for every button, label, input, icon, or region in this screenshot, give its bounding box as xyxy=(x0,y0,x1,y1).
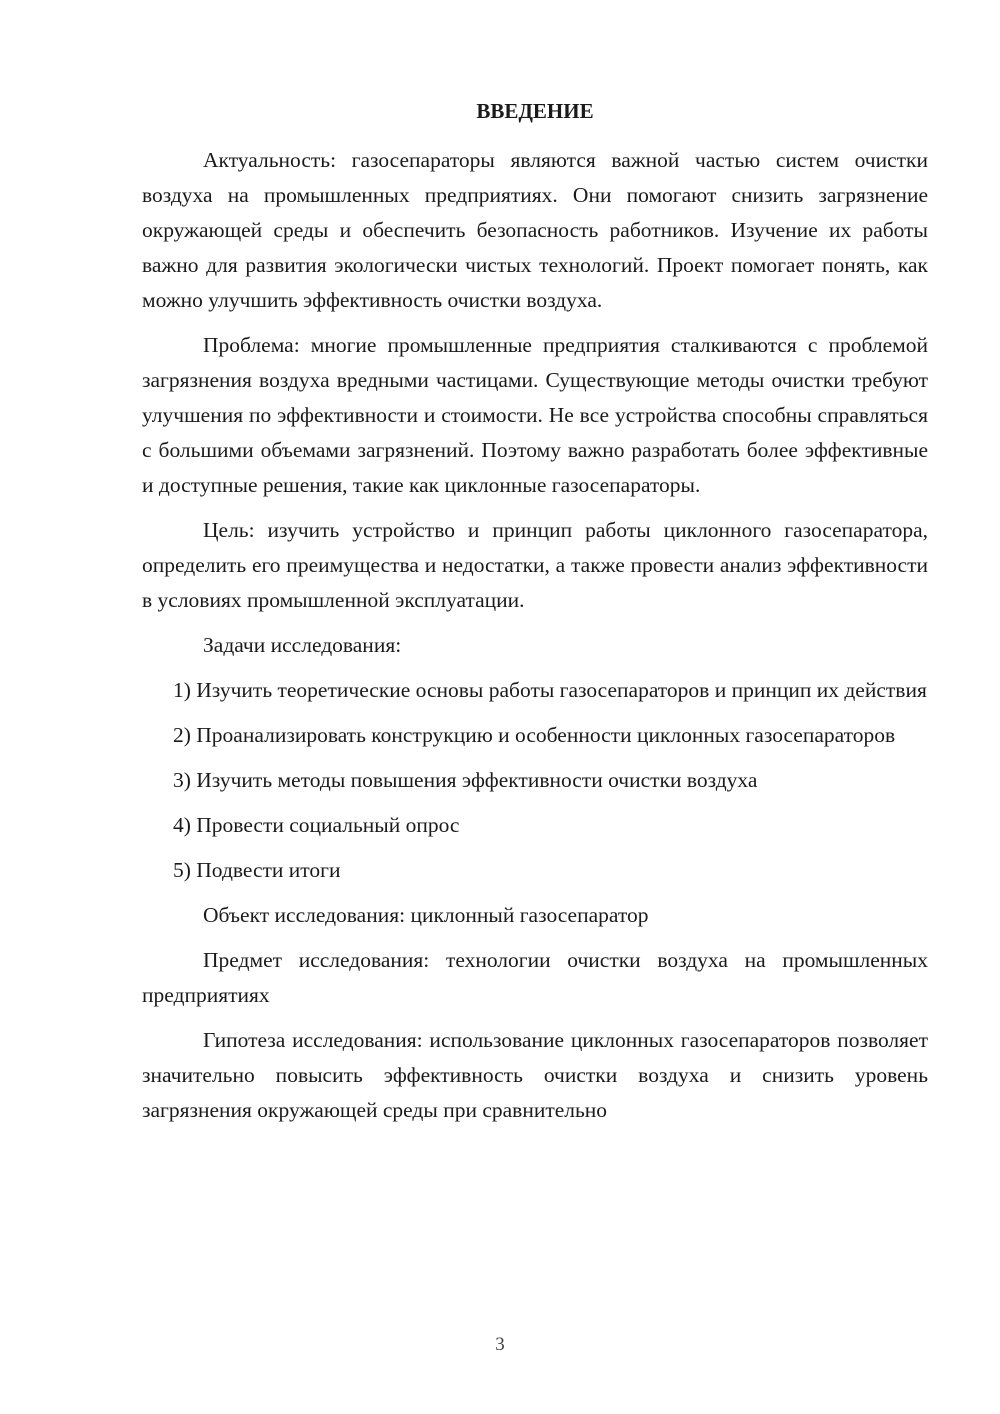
list-item-task-5: 5) Подвести итоги xyxy=(173,858,341,882)
paragraph-object: Объект исследования: циклонный газосепаратор xyxy=(203,903,649,927)
paragraph-goal: Цель: изучить устройство и принцип работы циклонного газосепаратора, определить его преимущества и недостатки, а также провести анализ эффективности в условиях промышленной эксплуатации. xyxy=(142,518,928,612)
list-item-task-1: 1) Изучить теоретические основы работы газосепараторов и принцип их действия xyxy=(173,678,927,702)
paragraph-relevance: Актуальность: газосепараторы являются важной частью систем очистки воздуха на промышленных предприятиях. Они помогают снизить загрязнение окружающей среды и обеспечить безопасность работников. Изучение их работы важно для развития экологически чистых технологий. Проект помогает понять, как можно улучшить эффективность очистки воздуха. xyxy=(142,148,928,312)
document-body xyxy=(142,143,928,1138)
page-title: ВВЕДЕНИЕ xyxy=(476,99,594,123)
tasks-heading: Задачи исследования: xyxy=(203,633,402,657)
page-number: 3 xyxy=(495,1334,505,1355)
paragraph-subject: Предмет исследования: технологии очистки воздуха на промышленных предприятиях xyxy=(142,948,928,1007)
list-item-task-2: 2) Проанализировать конструкцию и особенности циклонных газосепараторов xyxy=(173,723,896,747)
list-item-task-4: 4) Провести социальный опрос xyxy=(173,813,460,837)
paragraph-hypothesis: Гипотеза исследования: использование циклонных газосепараторов позволяет значительно повысить эффективность очистки воздуха и снизить уровень загрязнения окружающей среды при сравнительно xyxy=(142,1028,928,1122)
list-item-task-3: 3) Изучить методы повышения эффективности очистки воздуха xyxy=(173,768,758,792)
paragraph-problem: Проблема: многие промышленные предприятия сталкиваются с проблемой загрязнения воздуха вредными частицами. Существующие методы очистки требуют улучшения по эффективности и стоимости. Не все устройства способны справляться с большими объемами загрязнений. Поэтому важно разработать более эффективные и доступные решения, такие как циклонные газосепараторы. xyxy=(142,333,928,497)
